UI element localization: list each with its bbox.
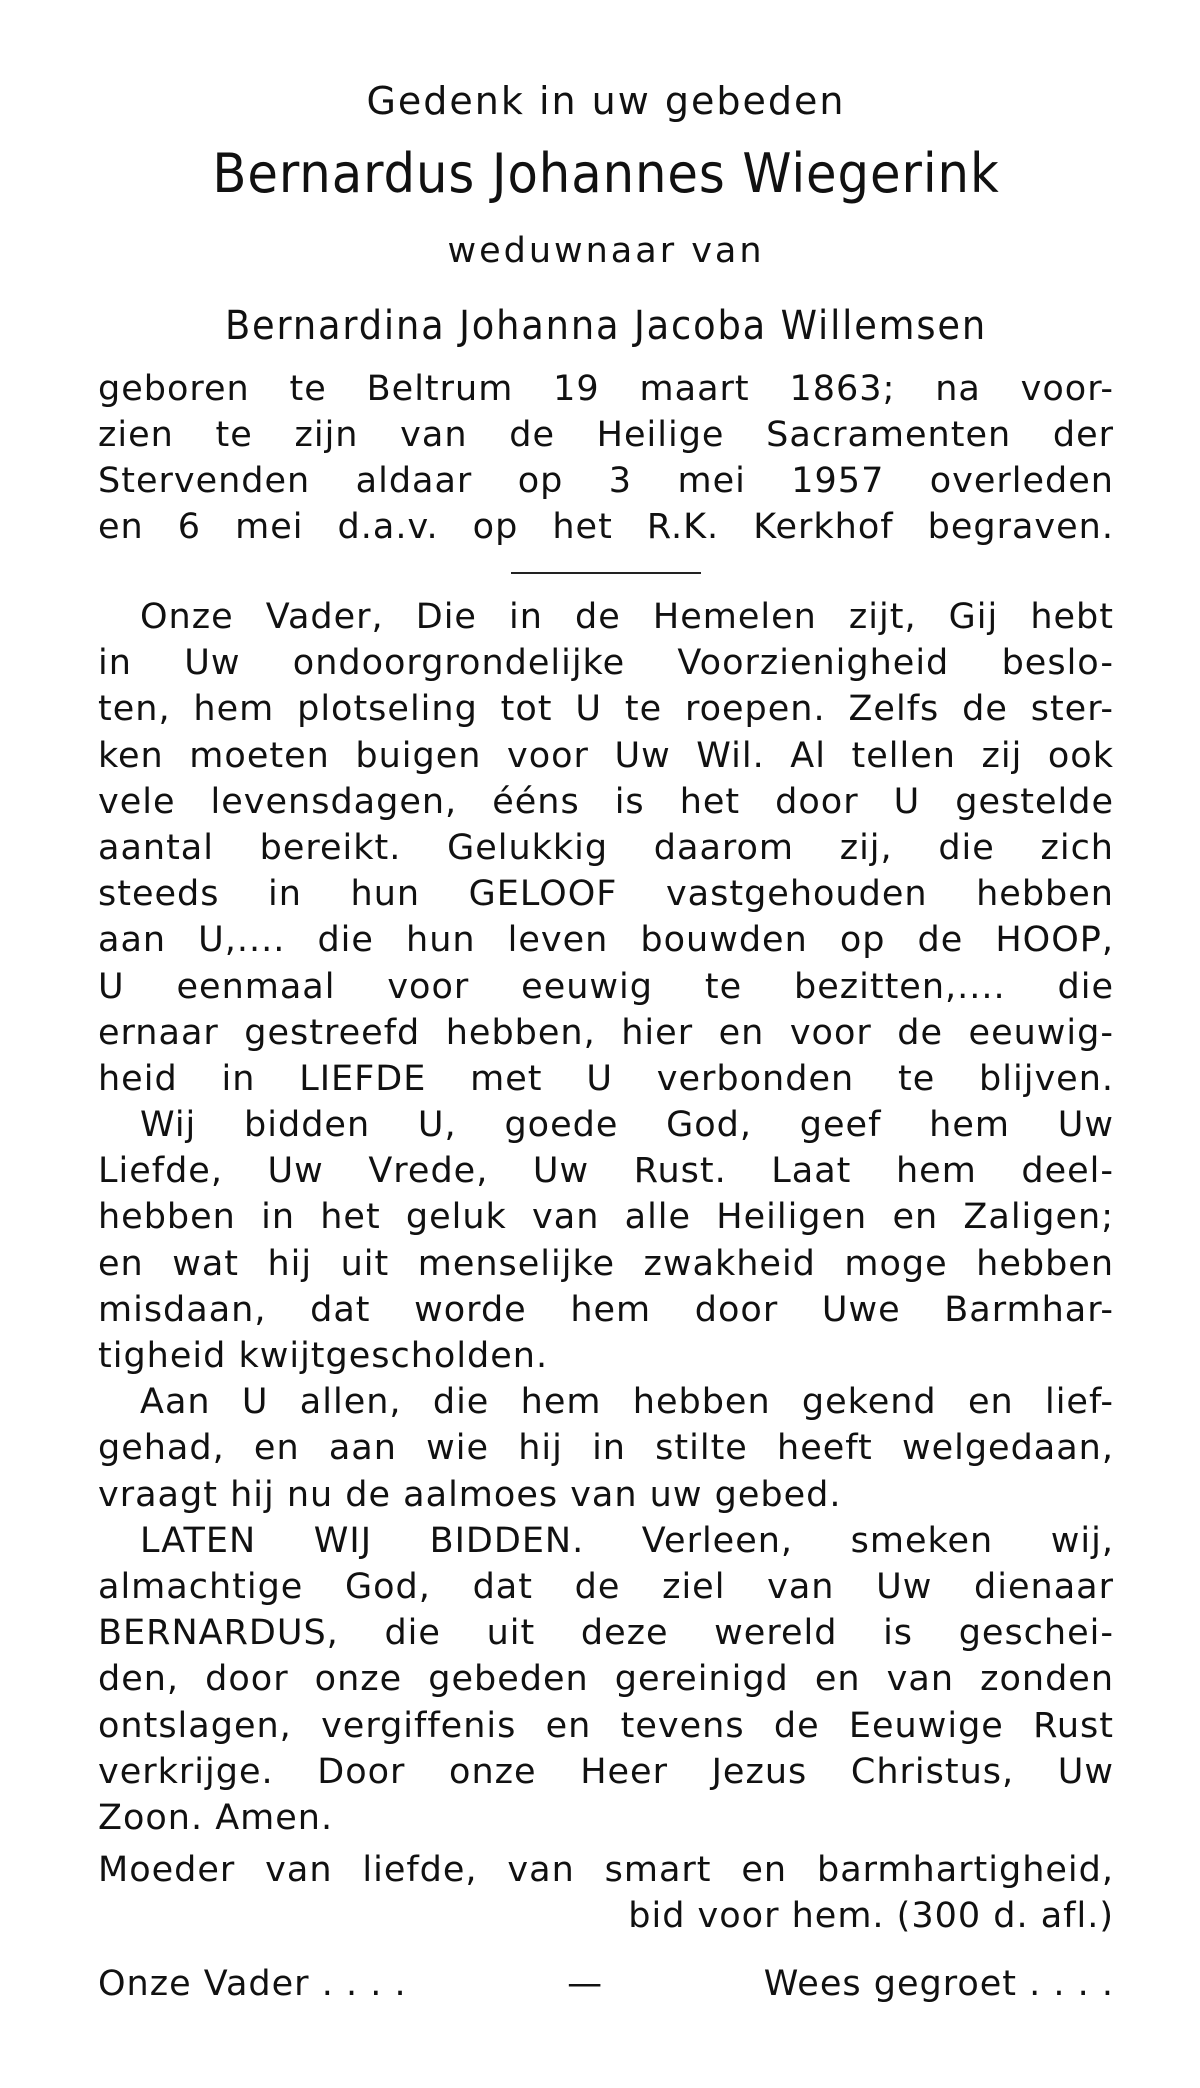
divider-rule <box>511 572 701 574</box>
closing-left: Onze Vader . . . . <box>98 1964 407 2005</box>
intro-text: Gedenk in uw gebeden <box>366 79 846 123</box>
prayer-line: ontslagen, vergiffenis en tevens de Eeuwige Rust <box>98 1705 1114 1746</box>
prayer-line: misdaan, dat worde hem door Uwe Barmhar- <box>98 1289 1114 1330</box>
prayer-line: vele levensdagen, ééns is het door U gestelde <box>98 781 1114 822</box>
prayer-line: in Uw ondoorgrondelijke Voorzienigheid beslo- <box>98 643 1114 684</box>
prayer-line: aan U,.... die hun leven bouwden op de HOOP, <box>98 920 1114 961</box>
prayer-line: Aan U allen, die hem hebben gekend en lief- <box>140 1382 1114 1423</box>
prayer-line: tigheid kwijtgescholden. <box>98 1336 549 1376</box>
prayer-line: ten, hem plotseling tot U te roepen. Zelfs de ster- <box>98 689 1114 730</box>
bio-line: zien te zijn van de Heilige Sacramenten der <box>98 415 1114 455</box>
prayer-line: ken moeten buigen voor Uw Wil. Al tellen zij ook <box>98 735 1114 776</box>
prayer-line: den, door onze gebeden gereinigd en van zonden <box>98 1659 1114 1700</box>
biography-paragraph <box>98 366 1114 550</box>
closing-prayers <box>98 1961 1114 2007</box>
bio-line: Stervenden aldaar op 3 mei 1957 overleden <box>98 461 1114 501</box>
prayer-line: hebben in het geluk van alle Heiligen en Zaligen; <box>98 1197 1114 1238</box>
invocation-line: Moeder van liefde, van smart en barmhartigheid, <box>98 1850 1114 1891</box>
closing-dash: — <box>567 1964 604 2005</box>
bio-line: en 6 mei d.a.v. op het R.K. Kerkhof begraven. <box>98 507 1114 547</box>
prayer-line: heid in LIEFDE met U verbonden te blijven. <box>98 1058 1114 1099</box>
closing-right: Wees gegroet . . . . <box>763 1964 1114 2005</box>
prayer-line: steeds in hun GELOOF vastgehouden hebben <box>98 874 1114 915</box>
prayer-line: Zoon. Amen. <box>98 1797 334 1838</box>
invocation <box>98 1847 1114 1939</box>
prayer-line: ernaar gestreefd hebben, hier en voor de eeuwig- <box>98 1012 1114 1053</box>
prayer-line: Onze Vader, Die in de Hemelen zijt, Gij hebt <box>140 597 1114 637</box>
prayer-line: Liefde, Uw Vrede, Uw Rust. Laat hem deel- <box>98 1151 1114 1192</box>
deceased-name: Bernardus Johannes Wiegerink <box>212 142 1000 205</box>
prayer-line: verkrijge. Door onze Heer Jezus Christus, Uw <box>98 1751 1114 1792</box>
prayer-line: vraagt hij nu de aalmoes van uw gebed. <box>98 1474 842 1515</box>
prayer-line: U eenmaal voor eeuwig te bezitten,.... die <box>98 966 1114 1007</box>
prayer-line: Wij bidden U, goede God, geef hem Uw <box>140 1105 1114 1146</box>
prayer-text <box>98 594 1114 1841</box>
widower-of-text: weduwnaar van <box>447 231 765 271</box>
prayer-line: BERNARDUS, die uit deze wereld is geschei- <box>98 1613 1114 1654</box>
invocation-line: bid voor hem. (300 d. afl.) <box>628 1896 1114 1937</box>
bio-line: geboren te Beltrum 19 maart 1863; na voor- <box>98 369 1114 409</box>
prayer-line: almachtige God, dat de ziel van Uw dienaar <box>98 1566 1114 1607</box>
prayer-line: LATEN WIJ BIDDEN. Verleen, smeken wij, <box>140 1520 1114 1561</box>
prayer-line: aantal bereikt. Gelukkig daarom zij, die zich <box>98 827 1114 868</box>
spouse-name: Bernardina Johanna Jacoba Willemsen <box>224 303 988 349</box>
prayer-line: en wat hij uit menselijke zwakheid moge hebben <box>98 1243 1114 1284</box>
prayer-line: gehad, en aan wie hij in stilte heeft welgedaan, <box>98 1428 1114 1469</box>
